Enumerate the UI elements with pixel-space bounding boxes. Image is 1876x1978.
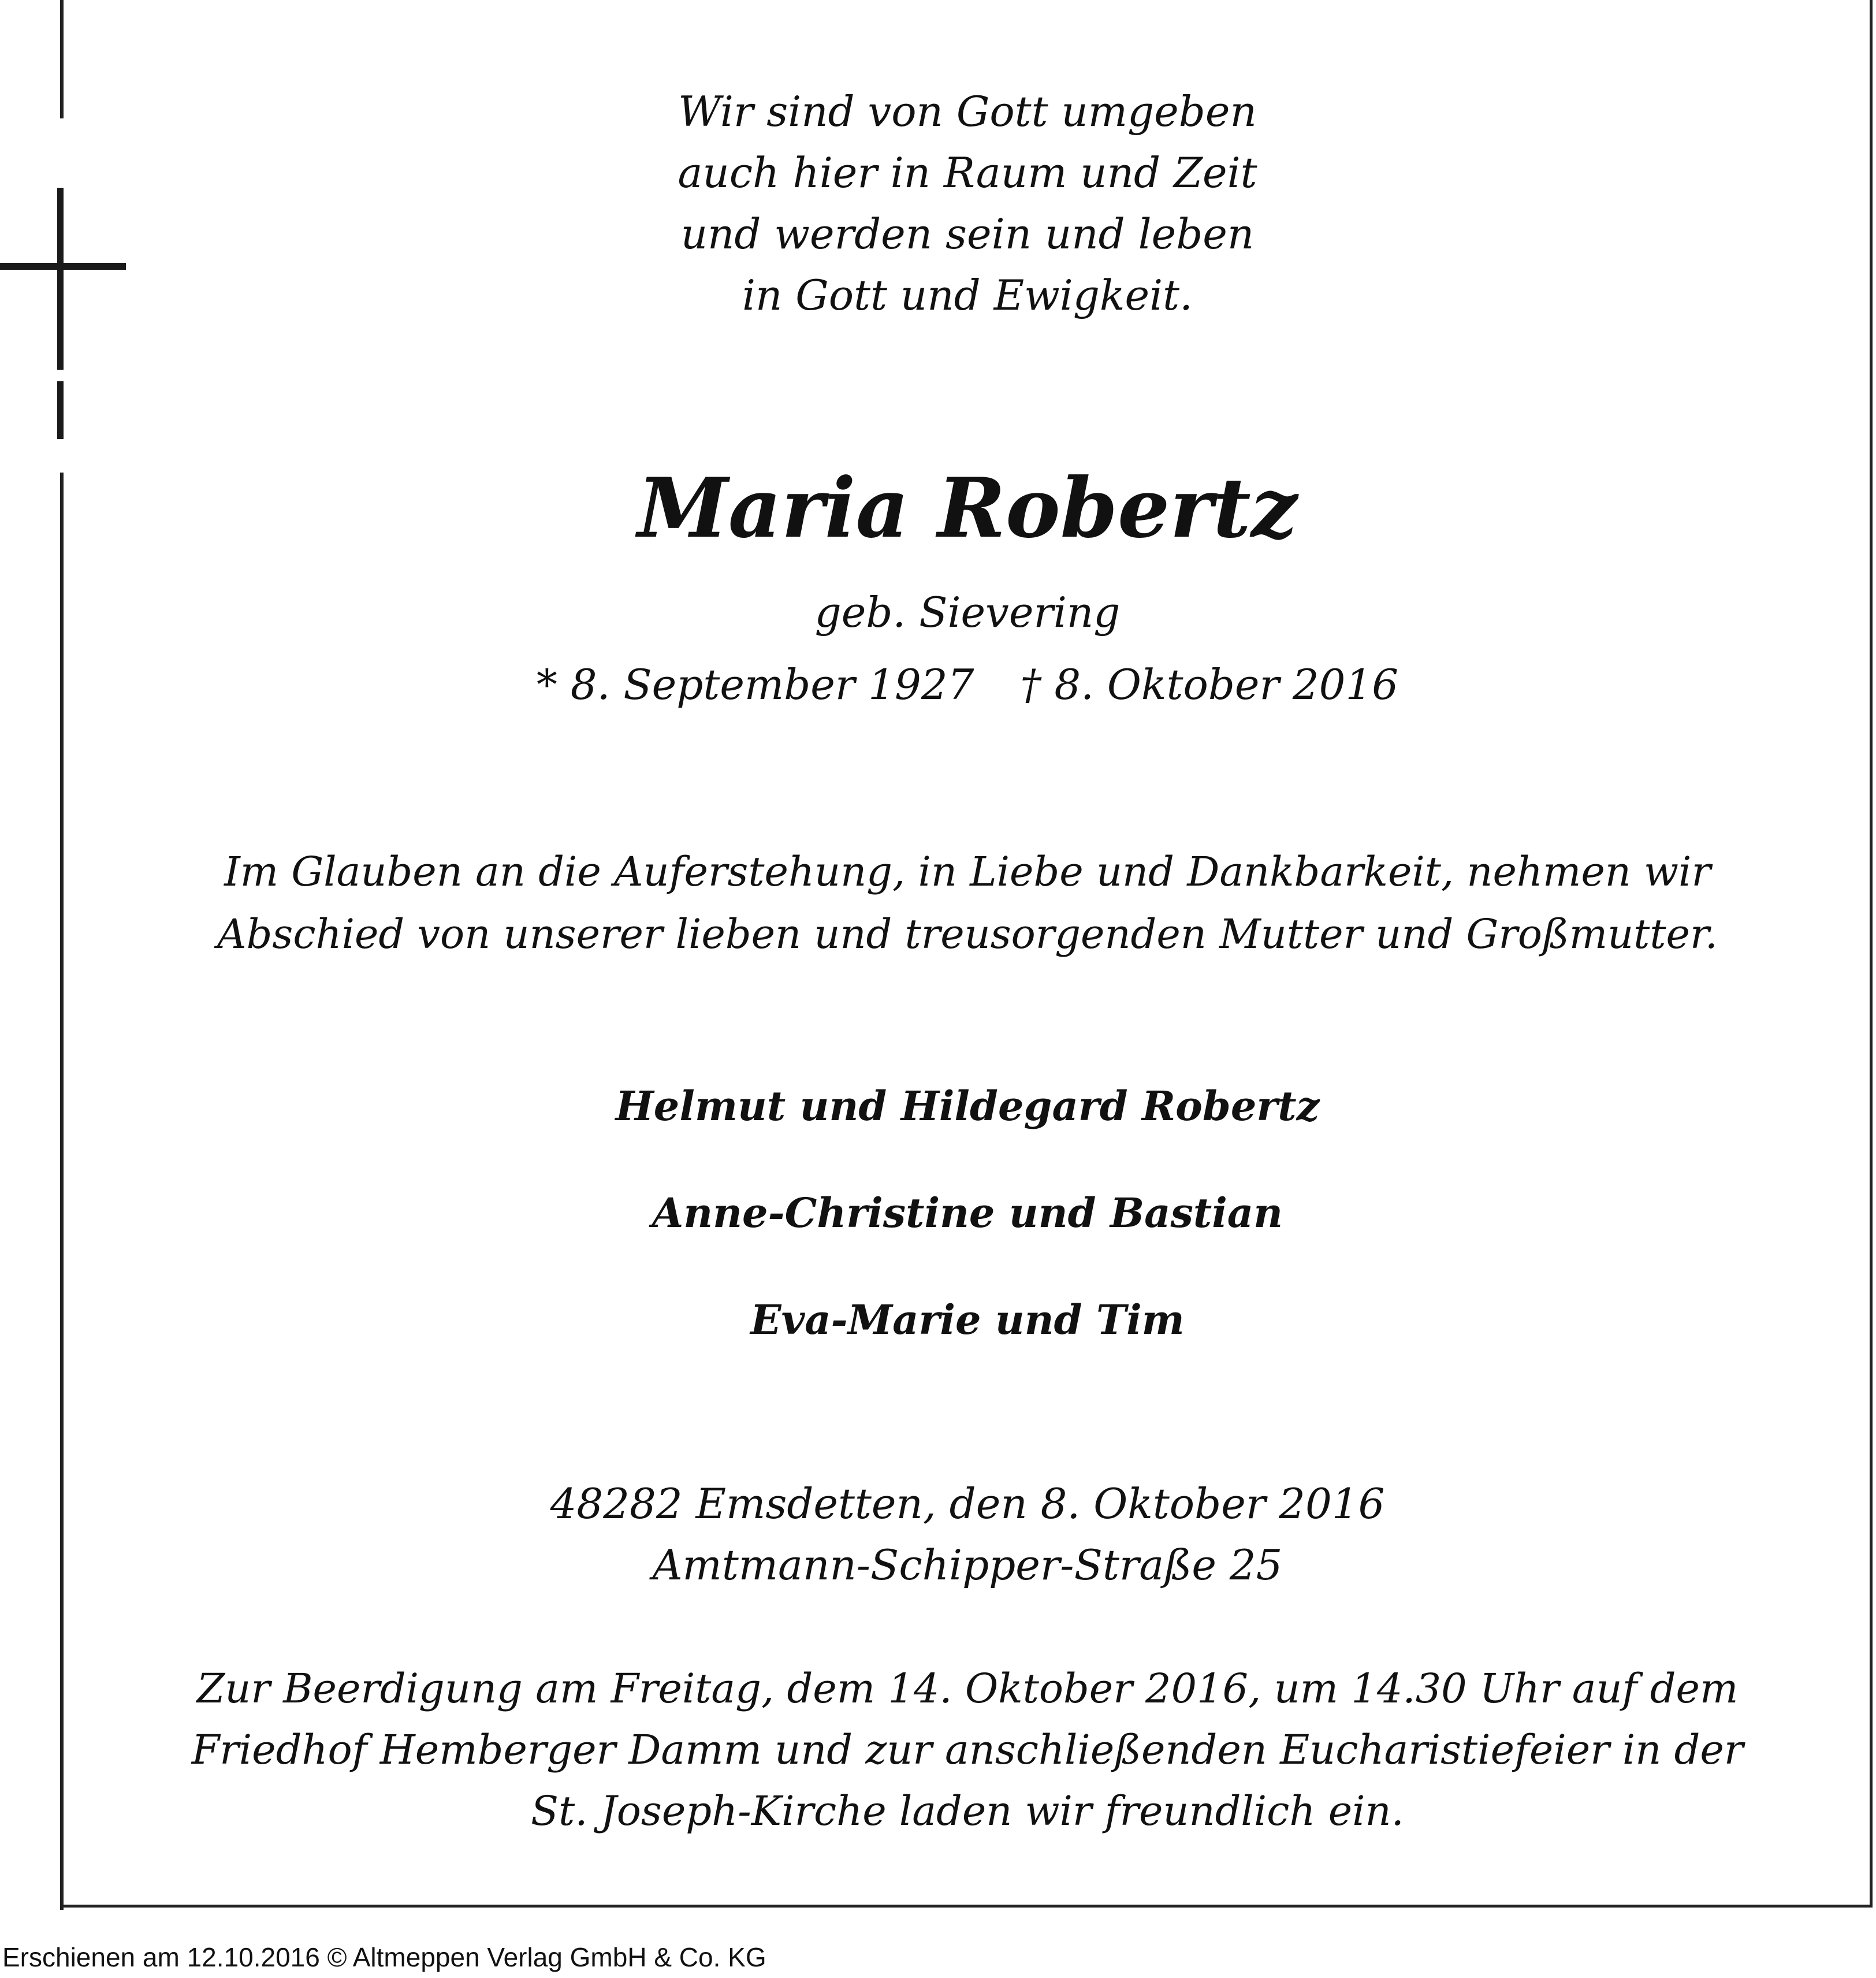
address bbox=[64, 1473, 1871, 1596]
family-member: Anne-Christine und Bastian bbox=[652, 1189, 1283, 1237]
message-line: Abschied von unserer lieben und treusorgenden Mutter und Großmutter. bbox=[217, 910, 1718, 958]
address-line: 48282 Emsdetten, den 8. Oktober 2016 bbox=[550, 1479, 1385, 1528]
life-dates bbox=[64, 656, 1871, 713]
funeral-invitation bbox=[64, 1658, 1871, 1842]
family-member: Eva-Marie und Tim bbox=[750, 1296, 1185, 1344]
message-line: Im Glauben an die Auferstehung, in Liebe und Dankbarkeit, nehmen wir bbox=[224, 848, 1711, 895]
birth-name: geb. Sievering bbox=[814, 588, 1121, 637]
poem-line: auch hier in Raum und Zeit bbox=[678, 148, 1257, 197]
funeral-line: St. Joseph-Kirche laden wir freundlich ein. bbox=[531, 1787, 1404, 1835]
cross-vertical-bar bbox=[57, 188, 64, 439]
poem-line: und werden sein und leben bbox=[680, 210, 1255, 258]
publication-footer: Erschienen am 12.10.2016 © Altmeppen Verlag GmbH & Co. KG bbox=[2, 1942, 766, 1972]
poem bbox=[64, 81, 1871, 326]
poem-line: in Gott und Ewigkeit. bbox=[742, 271, 1193, 319]
address-line: Amtmann-Schipper-Straße 25 bbox=[652, 1541, 1283, 1589]
funeral-line: Friedhof Hemberger Damm und zur anschließenden Eucharistiefeier in der bbox=[191, 1726, 1744, 1773]
deceased-name: Maria Robertz bbox=[637, 460, 1298, 556]
poem-line: Wir sind von Gott umgeben bbox=[678, 87, 1257, 136]
birth-date: * 8. September 1927 bbox=[536, 660, 974, 709]
farewell-message bbox=[64, 841, 1871, 965]
family-member: Helmut und Hildegard Robertz bbox=[615, 1082, 1320, 1130]
death-date: † 8. Oktober 2016 bbox=[1020, 660, 1399, 709]
cross-gap bbox=[55, 370, 66, 381]
funeral-line: Zur Beerdigung am Freitag, dem 14. Oktober 2016, um 14.30 Uhr auf dem bbox=[196, 1665, 1739, 1712]
